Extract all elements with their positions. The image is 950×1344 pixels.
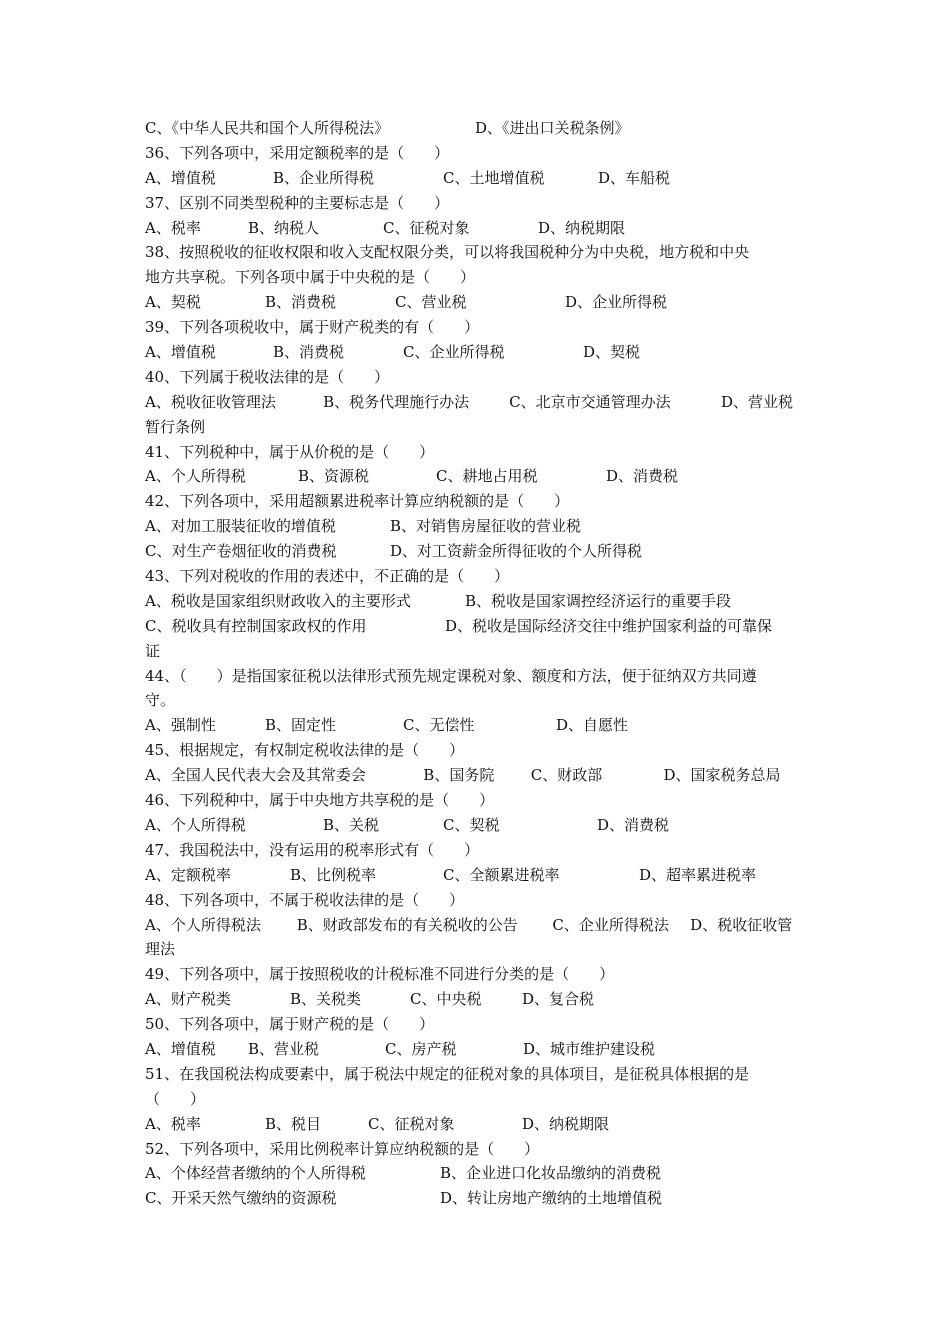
option-item: A、强制性: [145, 716, 216, 735]
question-line: 41、下列税种中，属于从价税的是（ ）: [145, 442, 435, 461]
option-item: A、税率: [145, 1114, 201, 1133]
option-item: D、转让房地产缴纳的土地增值税: [440, 1189, 663, 1208]
option-item: D、契税: [583, 343, 641, 362]
question-line: （ ）: [145, 1089, 206, 1108]
option-item: B、关税: [323, 815, 380, 834]
option-item: D、《进出口关税条例》: [475, 119, 630, 137]
option-item: B、资源税: [298, 467, 370, 486]
options-row: [145, 813, 810, 838]
option-item: D、企业所得税: [565, 293, 668, 312]
option-item: D、税收是国际经济交往中维护国家利益的可靠保: [445, 616, 773, 635]
option-item: D、对工资薪金所得征收的个人所得税: [390, 542, 643, 561]
option-item: A、税收是国家组织财政收入的主要形式: [145, 591, 411, 610]
option-item: B、消费税: [265, 293, 337, 312]
option-item: A、个人所得税: [145, 815, 246, 834]
option-item: B、财政部发布的有关税收的公告: [296, 915, 518, 934]
options-row: [145, 763, 810, 788]
question-line: 44、（ ）是指国家征税以法律形式预先规定课税对象、额度和方法，便于征纳双方共同遵: [145, 666, 757, 685]
option-item: C、土地增值税: [443, 168, 545, 187]
option-item: C、北京市交通管理办法: [509, 392, 671, 411]
option-item: D、自愿性: [556, 716, 629, 735]
option-item: C、营业税: [395, 293, 467, 312]
option-item: C、无偿性: [403, 716, 475, 735]
option-item: C、开采天然气缴纳的资源税: [145, 1189, 337, 1208]
options-row: [145, 166, 810, 191]
question-line: 37、区别不同类型税种的主要标志是（ ）: [145, 193, 450, 212]
option-item: A、增值税: [145, 168, 216, 187]
options-row: [145, 614, 810, 639]
option-item: C、全额累进税率: [443, 865, 560, 884]
options-row: [145, 116, 810, 141]
option-item: B、税目: [265, 1114, 322, 1133]
options-row: [145, 589, 810, 614]
option-item: A、个体经营者缴纳的个人所得税: [145, 1164, 366, 1183]
option-item: C、税收具有控制国家政权的作用: [145, 616, 367, 635]
option-item: B、消费税: [273, 343, 345, 362]
options-row: [145, 290, 810, 315]
option-item: C、中央税: [410, 990, 482, 1009]
option-item: B、比例税率: [290, 865, 377, 884]
question-line: 45、根据规定，有权制定税收法律的是（ ）: [145, 741, 465, 760]
options-row: [145, 1161, 810, 1186]
option-item: C、财政部: [530, 766, 603, 785]
question-line: 守。: [145, 691, 176, 710]
option-item: D、复合税: [522, 990, 595, 1009]
option-item: D、国家税务总局: [663, 766, 781, 785]
question-line: 51、在我国税法构成要素中，属于税法中规定的征税对象的具体项目，是征税具体根据的是: [145, 1064, 750, 1083]
option-item: B、对销售房屋征收的营业税: [390, 517, 582, 536]
option-item: D、车船税: [598, 168, 671, 187]
options-row: [145, 216, 810, 241]
question-line: 50、下列各项中，属于财产税的是（ ）: [145, 1015, 435, 1034]
option-item: A、对加工服装征收的增值税: [145, 517, 336, 536]
option-item: A、税率: [145, 218, 201, 237]
option-item: B、关税类: [290, 990, 362, 1009]
option-item: D、税收征收管: [690, 915, 793, 934]
option-item: B、营业税: [248, 1039, 320, 1058]
question-line: 地方共享税。下列各项中属于中央税的是（ ）: [145, 268, 476, 287]
option-item: A、财产税类: [145, 990, 231, 1009]
options-row: [145, 464, 810, 489]
option-item: B、企业进口化妆品缴纳的消费税: [440, 1164, 662, 1183]
options-row: [145, 1112, 810, 1137]
option-item: B、国务院: [423, 766, 495, 785]
option-item: A、个人所得税: [145, 467, 246, 486]
options-row: [145, 987, 810, 1012]
options-row: [145, 713, 810, 738]
options-row: [145, 913, 810, 938]
question-line: 49、下列各项中，属于按照税收的计税标准不同进行分类的是（ ）: [145, 965, 615, 984]
option-item: A、契税: [145, 293, 201, 312]
options-row: [145, 340, 810, 365]
option-item: D、超率累进税率: [639, 865, 757, 884]
option-item: B、税收是国家调控经济运行的重要手段: [465, 591, 732, 610]
option-item: A、增值税: [145, 1039, 216, 1058]
question-line: 36、下列各项中，采用定额税率的是（ ）: [145, 143, 450, 162]
option-item: C、耕地占用税: [436, 467, 538, 486]
question-line: 证: [145, 641, 161, 660]
option-item: D、城市维护建设税: [523, 1039, 656, 1058]
options-row: [145, 863, 810, 888]
question-line: 48、下列各项中，不属于税收法律的是（ ）: [145, 890, 465, 909]
option-item: D、纳税期限: [522, 1114, 610, 1133]
document-page: [145, 116, 810, 1211]
option-item: C、征税对象: [383, 218, 470, 237]
option-item: A、全国人民代表大会及其常委会: [145, 766, 366, 785]
option-item: D、消费税: [597, 815, 670, 834]
question-line: 47、我国税法中，没有运用的税率形式有（ ）: [145, 840, 480, 859]
option-item: C、契税: [443, 815, 500, 834]
question-line: 40、下列属于税收法律的是（ ）: [145, 367, 390, 386]
option-item: C、企业所得税: [403, 343, 505, 362]
option-item: A、税收征收管理法: [145, 392, 276, 411]
question-line: 42、下列各项中，采用超额累进税率计算应纳税额的是（ ）: [145, 492, 570, 511]
question-line: 理法: [145, 940, 176, 959]
options-row: [145, 539, 810, 564]
option-item: A、定额税率: [145, 865, 231, 884]
options-row: [145, 390, 810, 415]
option-item: B、纳税人: [248, 218, 320, 237]
option-item: C、房产税: [385, 1039, 457, 1058]
option-item: B、固定性: [265, 716, 337, 735]
option-item: D、纳税期限: [538, 218, 626, 237]
question-line: 52、下列各项中，采用比例税率计算应纳税额的是（ ）: [145, 1139, 540, 1158]
option-item: D、消费税: [606, 467, 679, 486]
question-line: 38、按照税收的征收权限和收入支配权限分类，可以将我国税种分为中央税，地方税和中央: [145, 243, 750, 262]
option-item: D、营业税: [720, 392, 793, 411]
options-row: [145, 1037, 810, 1062]
option-item: A、增值税: [145, 343, 216, 362]
question-line: 43、下列对税收的作用的表述中，不正确的是（ ）: [145, 567, 510, 586]
option-item: B、税务代理施行办法: [323, 392, 470, 411]
option-item: A、个人所得税法: [145, 915, 261, 934]
question-line: 暂行条例: [145, 417, 206, 436]
options-row: [145, 514, 810, 539]
options-row: [145, 1186, 810, 1211]
question-line: 39、下列各项税收中，属于财产税类的有（ ）: [145, 318, 480, 337]
option-item: C、对生产卷烟征收的消费税: [145, 542, 337, 561]
option-item: C、《中华人民共和国个人所得税法》: [145, 119, 389, 137]
option-item: C、企业所得税法: [552, 915, 669, 934]
question-line: 46、下列税种中，属于中央地方共享税的是（ ）: [145, 791, 495, 810]
option-item: C、征税对象: [368, 1114, 455, 1133]
option-item: B、企业所得税: [273, 168, 375, 187]
